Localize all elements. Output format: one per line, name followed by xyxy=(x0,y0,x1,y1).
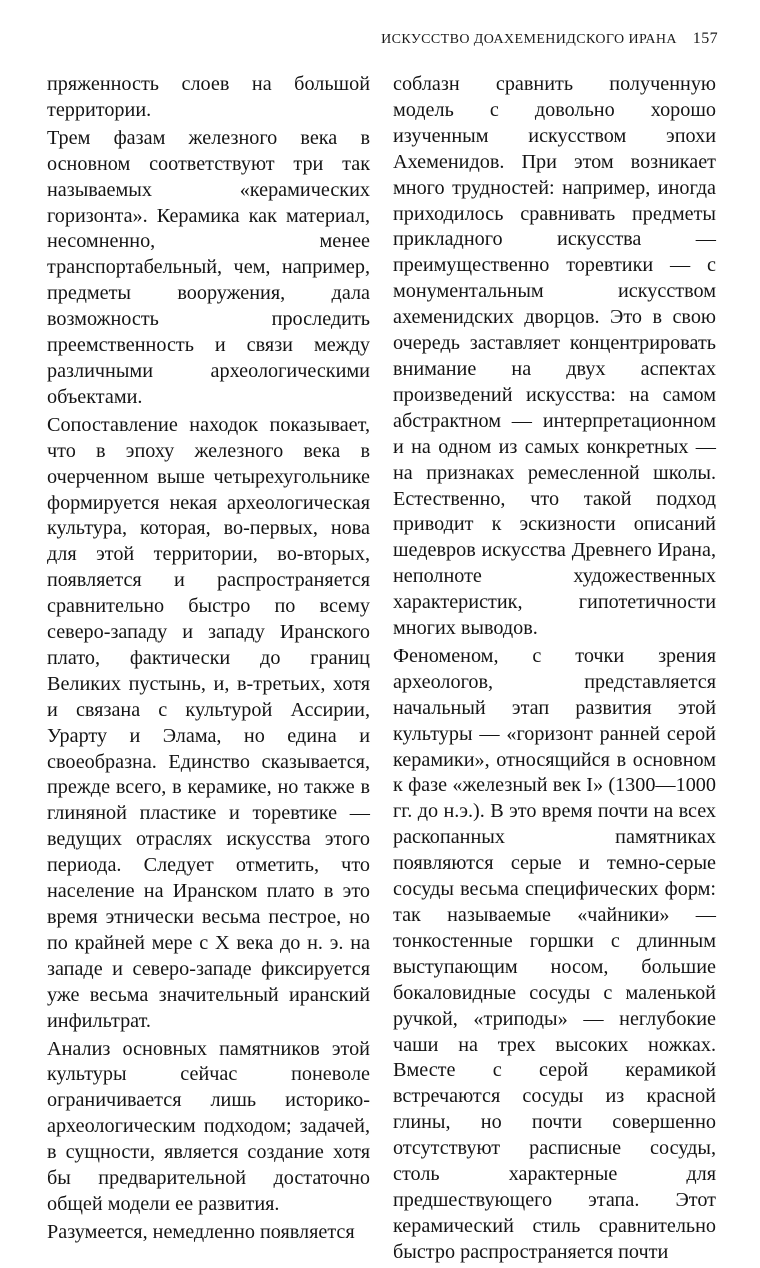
left-column xyxy=(47,72,370,1248)
paragraph: Трем фазам железного века в основном соответствуют три так называемых «керамических горизонта». Керамика как материал, несомненно, менее транспортабельный, чем, например, предметы вооружения, дала возможность проследить преемственность и связи между различными археологическими объектами. xyxy=(47,126,370,408)
page-number: 157 xyxy=(692,30,718,47)
paragraph: Анализ основных памятников этой культуры сейчас поневоле ограничивается лишь историко-археологическим подходом; задачей, в сущности, является создание хотя бы предварительной достаточно общей модели ее развития. xyxy=(47,1037,370,1215)
paragraph: Разумеется, немедленно появляется xyxy=(47,1220,355,1243)
paragraph: Сопоставление находок показывает, что в эпоху железного века в очерченном выше четырехугольнике формируется некая археологическая культура, которая, во-первых, нова для этой территории, во-вторых, появляется и распространяется сравнительно быстро по всему северо-западу и западу Иранского плато, фактически до границ Великих пустынь, и, в-третьих, хотя и связана с культурой Ассирии, Урарту и Элама, но едина и своеобразна. Единство сказывается, прежде всего, в керамике, но также в глиняной пластике и торевтике — ведущих отраслях искусства этого периода. Следует отметить, что население на Иранском плато в это время этнически весьма пестрое, но по крайней мере с X века до н. э. на западе и северо-западе фиксируется уже весьма значительный иранский инфильтрат. xyxy=(47,413,370,1032)
paragraph: соблазн сравнить полученную модель с довольно хорошо изученным искусством эпохи Ахеменидов. При этом возникает много трудностей: например, иногда приходилось сравнивать предметы прикладного искусства — преимущественно торевтики — с монументальным искусством ахеменидских дворцов. Это в свою очередь заставляет концентрировать внимание на двух аспектах произведений искусства: на самом абстрактном — интерпретационном и на одном из самых конкретных — на признаках ремесленной школы. Естественно, что такой подход приводит к эскизности описаний шедевров искусства Древнего Ирана, неполноте художественных характеристик, гипотетичности многих выводов. xyxy=(393,73,716,640)
running-title: ИСКУССТВО ДОАХЕМЕНИДСКОГО ИРАНА xyxy=(381,32,677,47)
right-column xyxy=(393,72,716,1268)
paragraph: пряженность слоев на большой территории. xyxy=(47,73,370,121)
paragraph: Феноменом, с точки зрения археологов, представляется начальный этап развития этой культуры — «горизонт ранней серой керамики», относящийся в основном к фазе «железный век I» (1300—1000 гг. до н.э.). В это время почти на всех раскопанных памятниках появляются серые и темно-серые сосуды весьма специфических форм: так называемые «чайники» — тонкостенные горшки с длинным выступающим носом, большие бокаловидные сосуды с маленькой ручкой, «триподы» — неглубокие чаши на трех высоких ножках. Вместе с серой керамикой встречаются сосуды из красной глины, но почти совершенно отсутствуют расписные сосуды, столь характерные для предшествующего этапа. Этот керамический стиль сравнительно быстро распространяется почти xyxy=(393,644,716,1263)
running-header xyxy=(381,30,718,48)
